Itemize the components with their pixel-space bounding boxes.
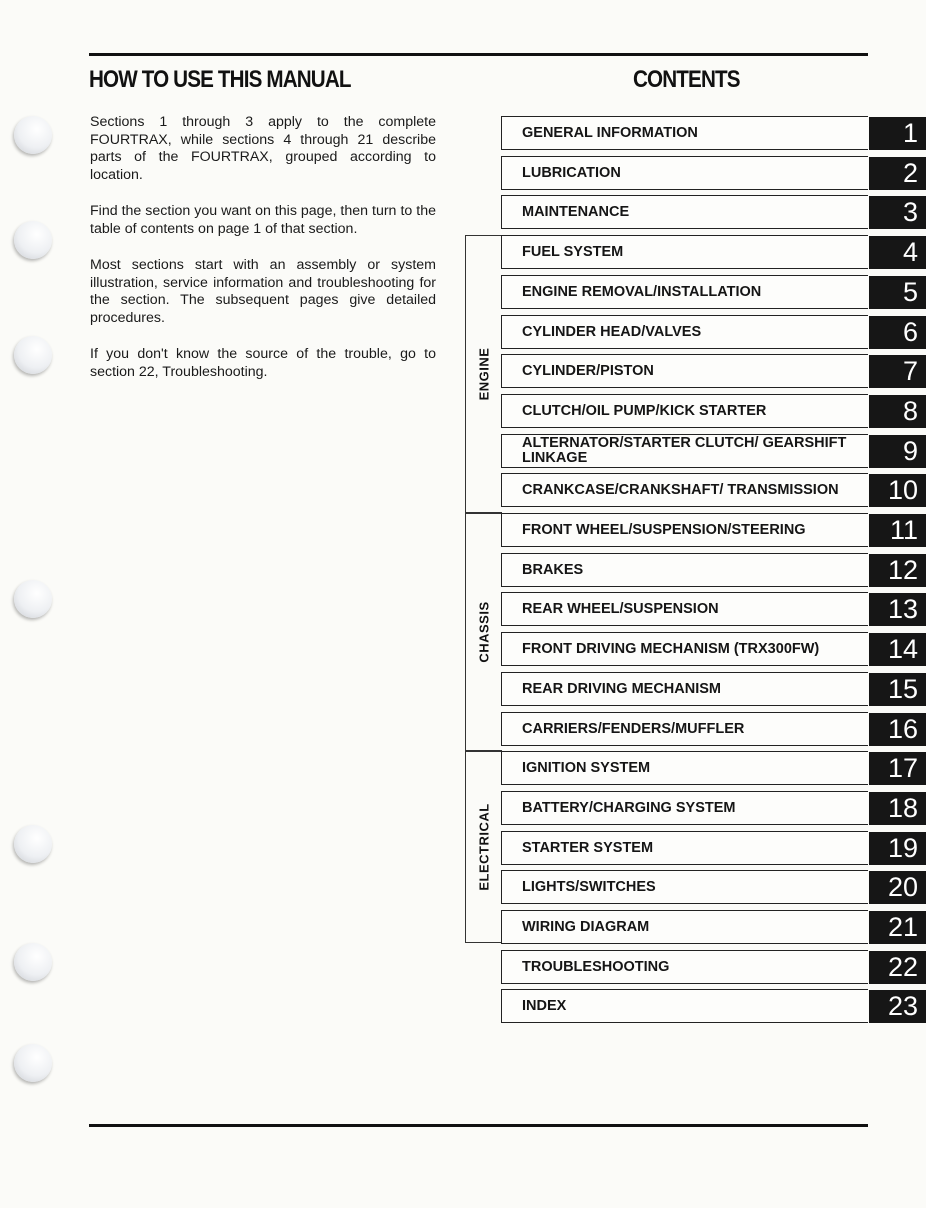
group-chassis (465, 513, 502, 751)
toc-entry-box (501, 156, 868, 190)
toc-entry-title: INDEX (522, 997, 567, 1014)
toc-entry-box (501, 592, 868, 626)
toc-entry-box (501, 791, 868, 825)
toc-entry-title: FUEL SYSTEM (522, 243, 624, 260)
section-number-tab: 10 (869, 474, 926, 507)
toc-entry-box (501, 910, 868, 944)
bottom-rule (89, 1124, 868, 1127)
toc-entry-title: MAINTENANCE (522, 203, 630, 220)
binder-hole (14, 825, 52, 863)
toc-entry-box (501, 989, 868, 1023)
toc-entry-title: GENERAL INFORMATION (522, 124, 698, 141)
toc-entry-title: FRONT DRIVING MECHANISM (TRX300FW) (522, 640, 820, 657)
toc-entry-title: BATTERY/CHARGING SYSTEM (522, 799, 736, 816)
toc-entry-title: CARRIERS/FENDERS/MUFFLER (522, 720, 745, 737)
toc-entry-title: LUBRICATION (522, 164, 621, 181)
toc-entry-box (501, 831, 868, 865)
intro-paragraph: If you don't know the source of the trouble, go to section 22, Troubleshooting. (90, 346, 436, 380)
section-number-tab: 2 (869, 157, 926, 190)
binder-hole (14, 943, 52, 981)
toc-entry-title: REAR WHEEL/SUSPENSION (522, 600, 719, 617)
toc-entry-box (501, 354, 868, 388)
group-electrical (465, 751, 502, 943)
toc-entry-box (501, 434, 868, 468)
section-number-tab: 23 (869, 990, 926, 1023)
toc-entry-title: CYLINDER HEAD/VALVES (522, 323, 702, 340)
section-number-tab: 16 (869, 713, 926, 746)
toc-entry-title: IGNITION SYSTEM (522, 759, 651, 776)
toc-entry-box (501, 513, 868, 547)
group-label-electrical: ELECTRICAL (476, 803, 492, 891)
toc-entry-box (501, 672, 868, 706)
toc-entry-title: ENGINE REMOVAL/INSTALLATION (522, 283, 762, 300)
toc-entry-box (501, 275, 868, 309)
top-rule (89, 53, 868, 56)
intro-paragraph: Most sections start with an assembly or system illustration, service information and troubleshooting for the section. The subsequent pages give detailed procedures. (90, 257, 436, 326)
binder-hole (14, 116, 52, 154)
toc-entry-box (501, 950, 868, 984)
intro-text (90, 114, 436, 400)
section-number-tab: 17 (869, 752, 926, 785)
toc-entry-title: WIRING DIAGRAM (522, 918, 650, 935)
group-engine (465, 235, 502, 513)
toc-entry-box (501, 751, 868, 785)
section-number-tab: 3 (869, 196, 926, 229)
section-number-tab: 19 (869, 832, 926, 865)
how-to-use-heading: HOW TO USE THIS MANUAL (89, 66, 351, 93)
toc-entry-title: FRONT WHEEL/SUSPENSION/STEERING (522, 521, 806, 538)
toc-entry-title: CYLINDER/PISTON (522, 362, 654, 379)
toc-entry-title: TROUBLESHOOTING (522, 958, 670, 975)
toc-entry-title: ALTERNATOR/STARTER CLUTCH/ GEARSHIFT LINKAGE (522, 435, 847, 466)
section-number-tab: 9 (869, 435, 926, 468)
section-number-tab: 13 (869, 593, 926, 626)
section-number-tab: 8 (869, 395, 926, 428)
toc-entry-title: STARTER SYSTEM (522, 839, 654, 856)
toc-entry-box (501, 195, 868, 229)
binder-hole (14, 1044, 52, 1082)
section-number-tab: 22 (869, 951, 926, 984)
section-number-tab: 6 (869, 316, 926, 349)
section-number-tab: 7 (869, 355, 926, 388)
section-number-tab: 15 (869, 673, 926, 706)
toc-entry-box (501, 632, 868, 666)
section-number-tab: 21 (869, 911, 926, 944)
section-number-tab: 12 (869, 554, 926, 587)
toc-entry-title: REAR DRIVING MECHANISM (522, 680, 721, 697)
toc-entry-title: CLUTCH/OIL PUMP/KICK STARTER (522, 402, 767, 419)
section-number-tab: 18 (869, 792, 926, 825)
toc-entry-box (501, 394, 868, 428)
toc-entry-title: CRANKCASE/CRANKSHAFT/ TRANSMISSION (522, 481, 839, 498)
section-number-tab: 1 (869, 117, 926, 150)
binder-hole (14, 221, 52, 259)
binder-hole (14, 336, 52, 374)
toc-entry-box (501, 712, 868, 746)
toc-entry-box (501, 235, 868, 269)
section-number-tab: 20 (869, 871, 926, 904)
toc-entry-box (501, 553, 868, 587)
group-label-chassis: CHASSIS (476, 601, 492, 663)
toc-entry-box (501, 315, 868, 349)
toc-entry-title: LIGHTS/SWITCHES (522, 878, 656, 895)
intro-paragraph: Find the section you want on this page, then turn to the table of contents on page 1 of that section. (90, 203, 436, 237)
toc-entry-title: BRAKES (522, 561, 584, 578)
toc-entry-box (501, 473, 868, 507)
binder-hole (14, 580, 52, 618)
group-label-engine: ENGINE (476, 347, 492, 401)
section-number-tab: 5 (869, 276, 926, 309)
contents-heading: CONTENTS (633, 66, 740, 93)
toc-entry-box (501, 870, 868, 904)
intro-paragraph: Sections 1 through 3 apply to the complete FOURTRAX, while sections 4 through 21 describe parts of the FOURTRAX, grouped according to location. (90, 114, 436, 183)
section-number-tab: 4 (869, 236, 926, 269)
section-number-tab: 11 (869, 514, 926, 547)
toc-entry-box (501, 116, 868, 150)
section-number-tab: 14 (869, 633, 926, 666)
